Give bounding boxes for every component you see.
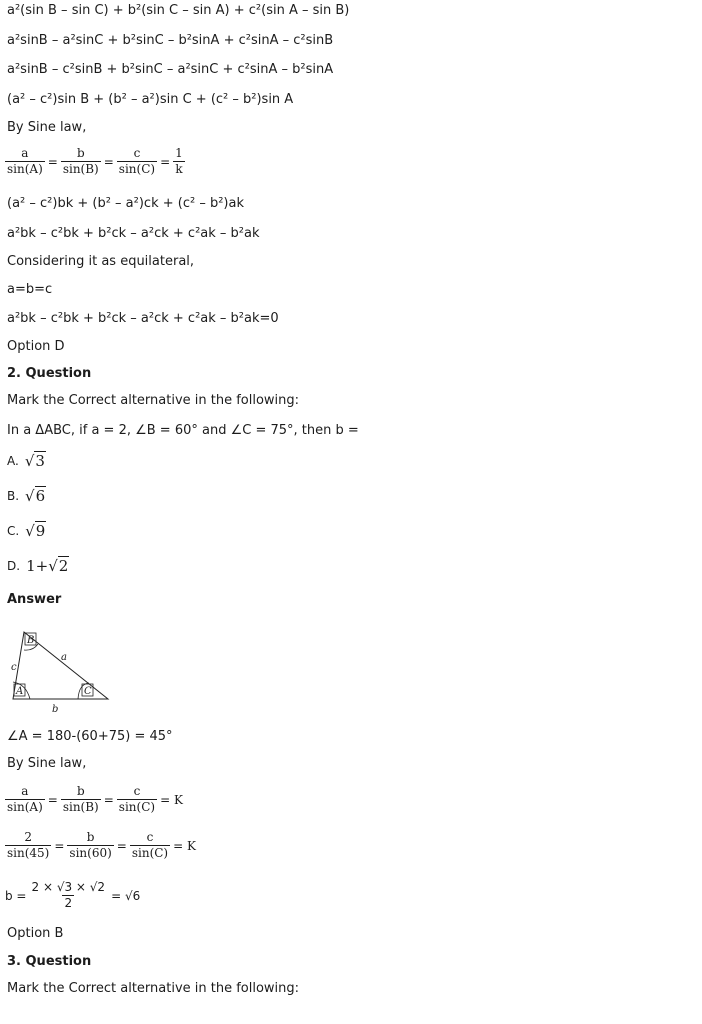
vertex-label-c: C — [84, 686, 92, 697]
frac-b: $\frac{b}{\sin(B)}$ — [62, 146, 99, 176]
b-result-eq: b = $\frac{2 \times √3 \times √2}{2}$ = √6 — [5, 880, 141, 910]
sine-law-eq-1: $\frac{a}{\sin(A)}$ = $\frac{b}{\sin(B)}$ = $\frac{c}{\sin(C)}$ = $\frac{1}{k}$ — [7, 146, 183, 176]
side-label-c: c — [11, 662, 17, 673]
abc: a=b=c — [7, 282, 53, 297]
sine-law-eq-3: $\frac{2}{\sin(45)}$ = $\frac{b}{\sin(60)}$ = $\frac{c}{\sin(C)}$ = K — [7, 830, 196, 860]
option-c: C. √9 — [7, 522, 46, 540]
sine-law-eq-2: $\frac{a}{\sin(A)}$ = $\frac{b}{\sin(B)}$ = $\frac{c}{\sin(C)}$ = K — [7, 784, 183, 814]
sine-law-2: By Sine law, — [7, 756, 87, 771]
l2: a²sinB – a²sinC + b²sinC – b²sinA + c²sinA – c²sinB — [7, 33, 334, 48]
vertex-label-b: B — [27, 635, 35, 646]
l3: a²sinB – c²sinB + b²sinC – a²sinC + c²sinA – b²sinA — [7, 62, 334, 77]
frac-k: $\frac{1}{k}$ — [175, 146, 183, 176]
l6: a²bk – c²bk + b²ck – a²ck + c²ak – b²ak — [7, 226, 260, 241]
q2-instruction: Mark the Correct alternative in the following: — [7, 393, 300, 408]
answer-heading: Answer — [7, 592, 62, 607]
q3-heading: 3. Question — [7, 954, 92, 969]
frac-c: $\frac{c}{\sin(C)}$ — [118, 146, 156, 176]
q2-heading: 2. Question — [7, 366, 92, 381]
vertex-label-a: A — [16, 686, 24, 697]
l1: a²(sin B – sin C) + b²(sin C – sin A) + c²(sin A – sin B) — [7, 3, 350, 18]
option-d-choice: D. 1+√2 — [7, 557, 69, 575]
l7: a²bk – c²bk + b²ck – a²ck + c²ak – b²ak=0 — [7, 311, 279, 326]
consider: Considering it as equilateral, — [7, 254, 195, 269]
q3-instruction: Mark the Correct alternative in the following: — [7, 981, 300, 996]
side-label-b: b — [52, 704, 59, 715]
option-d: Option D — [7, 339, 65, 354]
side-label-a: a — [61, 652, 67, 663]
sine-law-1: By Sine law, — [7, 120, 87, 135]
triangle-diagram — [0, 620, 130, 720]
frac-a: $\frac{a}{\sin(A)}$ — [7, 146, 43, 176]
l5: (a² – c²)bk + (b² – a²)ck + (c² – b²)ak — [7, 196, 244, 211]
angle-a-line: ∠A = 180-(60+75) = 45° — [7, 729, 173, 744]
option-b: B. √6 — [7, 487, 46, 505]
option-b-answer: Option B — [7, 926, 64, 941]
option-a: A. √3 — [7, 452, 45, 470]
q2-text: In a ΔABC, if a = 2, ∠B = 60° and ∠C = 75°, then b = — [7, 423, 359, 438]
l4: (a² – c²)sin B + (b² – a²)sin C + (c² – b²)sin A — [7, 92, 294, 107]
